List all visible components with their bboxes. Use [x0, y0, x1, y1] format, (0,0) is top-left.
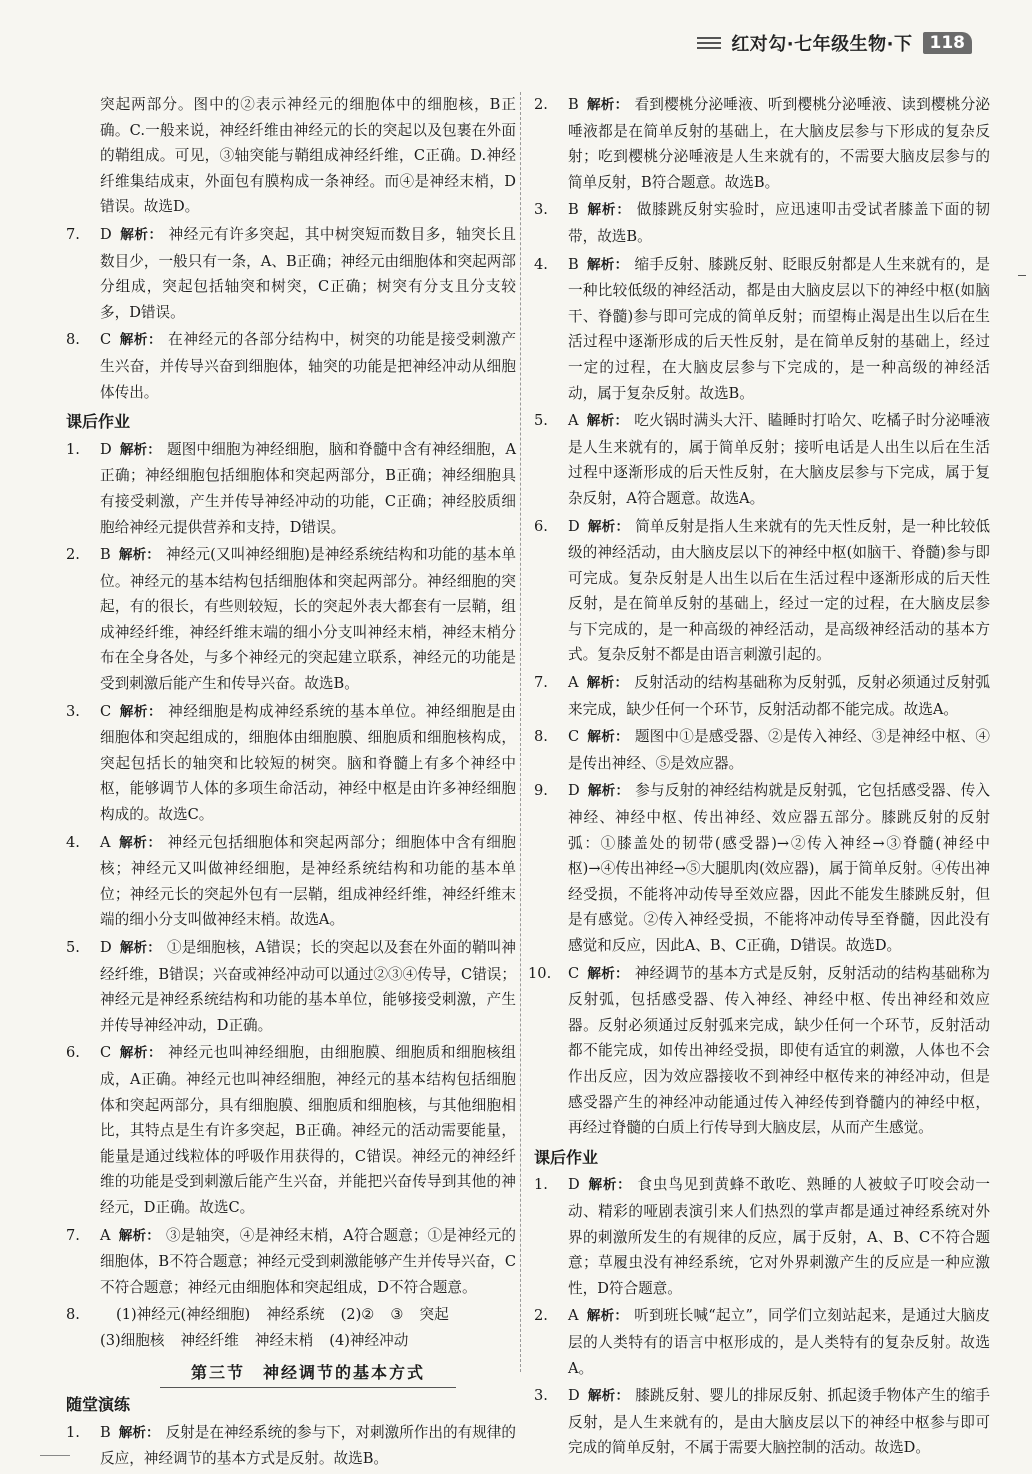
answer-list	[60, 437, 516, 1301]
answer-choice: B	[568, 201, 579, 219]
analysis-label: 解析：	[587, 965, 629, 982]
item-number: 5.	[66, 939, 80, 956]
analysis-text: 反射活动的结构基础称为反射弧，反射必须通过反射弧来完成，缺少任何一个环节，反射活动都不能完成。故选A。	[568, 674, 990, 718]
answer-choice: B	[568, 96, 579, 113]
item-number: 5.	[534, 412, 548, 430]
answer-item	[60, 327, 516, 405]
answer-item	[528, 670, 990, 722]
answer-choice: D	[100, 440, 112, 458]
answer-choice: C	[100, 331, 112, 349]
item-number: 8.	[66, 1306, 80, 1324]
answer-item	[60, 542, 516, 697]
analysis-text: 反射是在神经系统的参与下，对刺激所作出的有规律的反应，神经调节的基本方式是反射。故选B。	[100, 1423, 517, 1468]
answer-choice: A	[568, 412, 579, 430]
answer-choice: A	[100, 833, 111, 851]
item-number: 2.	[534, 1307, 548, 1325]
analysis-text: 缩手反射、膝跳反射、眨眼反射都是人生来就有的，是一种比较低级的神经活动，都是由大脑皮层以下的神经中枢(如脑干、脊髓)参与即可完成的简单反射；而望梅止渴是出生以后在生活过程中逐渐形成的后天性反射，是在简单反射的基础上，经过一定的过程，在大脑皮层参与下完成的，是一种高级的神经活动，属于复杂反射。故选B。	[568, 255, 990, 402]
answer-body	[568, 1383, 990, 1461]
analysis-text: 吃火锅时满头大汗、瞌睡时打哈欠、吃橘子时分泌唾液是人生来就有的，属于简单反射；接听电话是人出生以后在生活过程中逐渐形成的后天性反射，在大脑皮层参与下完成，属于复杂反射，A符合题意。故选A。	[568, 412, 990, 507]
answer-item	[528, 1383, 990, 1461]
analysis-label: 解析：	[118, 547, 161, 564]
answer-body	[100, 542, 516, 697]
analysis-text: 神经元有许多突起，其中树突短而数目多，轴突长且数目少，一般只有一条，A、B正确；神经元由细胞体和突起两部分组成，突起包括轴突和树突，C正确；树突有分支且分支较多，D错误。	[100, 225, 516, 321]
fill-in-answer	[66, 1302, 516, 1353]
item-number: 6.	[66, 1044, 80, 1062]
answer-item	[60, 437, 516, 540]
item-number: 8.	[534, 728, 548, 746]
analysis-label: 解析：	[587, 518, 630, 535]
analysis-text: 食虫鸟见到黄蜂不敢吃、熟睡的人被蚊子叮咬会动一动、精彩的哑剧表演引来人们热烈的掌声都是通过神经系统对外界的刺激所发生的有规律的反应，属于反射，A、B、C不符合题意；草履虫没有神经系统，它对外界刺激产生的反应是一种应激性，D符合题意。	[568, 1176, 990, 1297]
analysis-label: 解析：	[586, 675, 629, 692]
analysis-label: 解析：	[119, 226, 163, 243]
item-number: 1.	[66, 1423, 80, 1441]
answer-choice: C	[568, 728, 580, 746]
analysis-text: 神经细胞是构成神经系统的基本单位。神经细胞是由细胞体和突起组成的，细胞体由细胞膜、细胞质和细胞核构成，突起包括长的轴突和比较短的树突。脑和脊髓上有多个神经中枢，能够调节人体的多项生命活动，神经中枢是由许多神经细胞构成的。故选C。	[100, 702, 516, 824]
answer-body	[568, 92, 990, 195]
item-number: 10.	[528, 964, 552, 982]
section-heading: 课后作业	[534, 1147, 599, 1167]
answer-choice: D	[568, 1176, 580, 1194]
item-number: 7.	[66, 1226, 80, 1244]
answer-body	[568, 252, 990, 407]
answer-choice: B	[100, 1423, 111, 1441]
analysis-text: 看到樱桃分泌唾液、听到樱桃分泌唾液、读到樱桃分泌唾液都是在简单反射的基础上，在大脑皮层参与下形成的复杂反射；吃到樱桃分泌唾液是人生来就有的，不需要大脑皮层参与的简单反射，B符合题意。故选B。	[568, 96, 990, 191]
item-number: 3.	[534, 1387, 548, 1405]
analysis-label: 解析：	[586, 202, 631, 219]
answer-list	[60, 222, 516, 405]
item-number: 9.	[534, 782, 548, 800]
answer-item	[60, 935, 516, 1038]
answer-choice: A	[568, 1307, 579, 1325]
analysis-text: 神经元(又叫神经细胞)是神经系统结构和功能的基本单位。神经元的基本结构包括细胞体和突起两部分。神经细胞的突起，有的很长，有些则较短，长的突起外表大都套有一层鞘，组成神经纤维，神经纤维末端的细小分支叫神经末梢，神经末梢分布在全身各处，与多个神经元的突起建立联系，神经元的功能是受到刺激后能产生和传导兴奋。故选B。	[100, 546, 517, 693]
page-header	[697, 30, 972, 56]
analysis-text: 在神经元的各部分结构中，树突的功能是接受刺激产生兴奋，并传导兴奋到细胞体，轴突的功能是把神经冲动从细胞体传出。	[100, 331, 516, 401]
analysis-label: 解析：	[586, 413, 629, 430]
item-number: 2.	[534, 96, 548, 113]
answer-body	[568, 778, 990, 958]
fill-answer: 神经末梢	[254, 1331, 314, 1349]
analysis-label: 解析：	[119, 940, 161, 956]
analysis-label: 解析：	[586, 1308, 629, 1325]
item-number: 3.	[534, 201, 548, 219]
analysis-label: 解析：	[118, 1424, 160, 1441]
analysis-text: ①是细胞核，A错误；长的突起以及套在外面的鞘叫神经纤维，B错误；兴奋或神经冲动可以通过②③④传导，C错误；神经元是神经系统结构和功能的基本单位，能够接受刺激，产生并传导神经冲动，D正确。	[100, 939, 517, 1034]
answer-item	[528, 514, 990, 669]
answer-item	[528, 197, 990, 249]
fill-answer: 神经纤维	[180, 1331, 239, 1349]
analysis-text: 参与反射的神经结构就是反射弧，它包括感受器、传入神经、神经中枢、传出神经、效应器五部分。膝跳反射的反射弧：①膝盖处的韧带(感受器)→②传入神经→③脊髓(神经中枢)→④传出神经→⑤大腿肌肉(效应器)，属于简单反射。④传出神经受损，不能将冲动传导至效应器，因此不能发生膝跳反射，但是有感觉。②传入神经受损，不能将冲动传导至脊髓，因此没有感觉和反应，因此A、B、C正确，D错误。故选D。	[568, 782, 990, 954]
analysis-text: 题图中①是感受器、②是传入神经、③是神经中枢、④是传出神经、⑤是效应器。	[568, 728, 990, 772]
answer-item	[528, 724, 990, 776]
analysis-text: 题图中细胞为神经细胞，脑和脊髓中含有神经细胞，A正确；神经细胞包括细胞体和突起两部分，B正确；神经细胞具有接受刺激，产生并传导神经冲动的功能，C正确；神经胶质细胞给神经元提供营养和支持，D错误。	[100, 440, 517, 536]
analysis-text: 简单反射是指人生来就有的先天性反射，是一种比较低级的神经活动，由大脑皮层以下的神经中枢(如脑干、脊髓)参与即可完成。复杂反射是人出生以后在生活过程中逐渐形成的后天性反射，是在简单反射的基础上，经过一定的过程，在大脑皮层参与下完成的，是一种高级的神经活动，是高级神经活动的基本方式。复杂反射不都是由语言刺激引起的。	[568, 517, 990, 664]
analysis-label: 解析：	[587, 783, 630, 800]
answer-item	[60, 699, 516, 828]
answer-choice: C	[100, 1044, 112, 1062]
answer-choice: D	[568, 517, 580, 535]
item-number: 7.	[66, 225, 80, 243]
answer-choice: B	[100, 546, 111, 564]
answer-item	[528, 961, 990, 1141]
fill-answer: 突起	[419, 1306, 449, 1324]
analysis-text: 膝跳反射、婴儿的排尿反射、抓起烫手物体产生的缩手反射，是人生来就有的，是由大脑皮层以下的神经中枢参与即可完成的简单反射，不属于需要大脑控制的活动。故选D。	[568, 1387, 990, 1457]
fill-answer: ③	[390, 1306, 404, 1324]
answer-item	[528, 252, 990, 407]
answer-item	[528, 92, 990, 195]
analysis-label: 解析：	[587, 729, 629, 746]
answer-item	[528, 1172, 990, 1301]
section-heading: 随堂演练	[66, 1395, 131, 1415]
answer-item	[60, 1040, 516, 1220]
fill-answer: (2)②	[340, 1306, 375, 1324]
fill-answer: (4)神经冲动	[329, 1331, 409, 1349]
page-number: 118	[923, 32, 973, 54]
answer-choice: D	[568, 782, 580, 800]
answer-body	[100, 327, 516, 405]
answer-item	[60, 222, 516, 325]
analysis-text: 神经元包括细胞体和突起两部分；细胞体中含有细胞核；神经元又叫做神经细胞，是神经系统结构和功能的基本单位；神经元长的突起外包有一层鞘，组成神经纤维，神经纤维末端的细小分支叫做神经末梢。故选A。	[100, 833, 516, 929]
item-number: 1.	[534, 1176, 548, 1194]
analysis-text: 做膝跳反射实验时，应迅速叩击受试者膝盖下面的韧带，故选B。	[568, 201, 990, 245]
answer-list	[528, 92, 990, 1141]
answer-body	[568, 197, 990, 249]
item-number: 8.	[66, 331, 80, 349]
answer-body	[568, 670, 990, 722]
answer-body	[100, 1420, 516, 1472]
right-column	[528, 92, 990, 1463]
answer-choice: A	[100, 1226, 111, 1244]
analysis-label: 解析：	[587, 1388, 630, 1405]
answer-body	[100, 699, 516, 828]
intro-paragraph: 突起两部分。图中的②表示神经元的细胞体中的细胞核，B正确。C.一般来说，神经纤维由神经元的长的突起以及包裹在外面的鞘组成。可见，③轴突能与鞘组成神经纤维，C正确。D.神经纤维集结成束，外面包有膜构成一条神经。而④是神经末梢，D错误。故选D。	[100, 96, 516, 216]
column-divider	[520, 92, 521, 1372]
item-number: 2.	[66, 546, 80, 564]
answer-choice: C	[568, 964, 580, 982]
analysis-label: 解析：	[119, 703, 163, 720]
answer-item	[528, 408, 990, 511]
answer-item	[60, 1420, 516, 1472]
chapter-title: 第三节 神经调节的基本方式	[160, 1360, 456, 1389]
answer-item	[528, 778, 990, 958]
header-lines-decoration	[697, 37, 721, 49]
answer-list	[60, 1420, 516, 1472]
answer-body	[568, 1303, 990, 1381]
answer-choice: D	[100, 225, 112, 243]
answer-list	[528, 1172, 990, 1461]
analysis-text: 听到班长喊“起立”，同学们立刻站起来，是通过大脑皮层的人类特有的语言中枢形成的，是人类特有的复杂反射。故选A。	[568, 1307, 990, 1377]
analysis-label: 解析：	[586, 256, 629, 273]
analysis-label: 解析：	[118, 1227, 160, 1244]
analysis-label: 解析：	[587, 1177, 632, 1194]
item-number: 4.	[534, 255, 548, 273]
answer-body	[568, 514, 990, 669]
answer-item	[528, 1303, 990, 1381]
answer-body	[568, 724, 990, 776]
analysis-label: 解析：	[586, 97, 629, 113]
analysis-text: 神经调节的基本方式是反射，反射活动的结构基础称为反射弧，包括感受器、传入神经、神经中枢、传出神经和效应器。反射必须通过反射弧来完成，缺少任何一个环节，反射活动都不能完成，如传出神经受损，即使有适宜的刺激，人体也不会作出反应，因为效应器接收不到神经中枢传来的神经冲动，但是感受器产生的神经冲动能通过传入神经传到脊髓内的神经中枢，再经过脊髓的白质上行传导到大脑皮层，从而产生感觉。	[568, 964, 990, 1137]
answer-body	[568, 408, 990, 511]
item-number: 7.	[534, 674, 548, 692]
answer-item	[60, 1223, 516, 1301]
margin-tick	[1018, 275, 1026, 276]
item-number: 4.	[66, 833, 80, 851]
answer-body	[100, 222, 516, 325]
answer-choice: D	[100, 939, 112, 956]
answer-body	[568, 1172, 990, 1301]
fill-answer: (1)神经元(神经细胞)	[116, 1306, 251, 1324]
answer-body	[100, 1223, 516, 1301]
analysis-label: 解析：	[118, 834, 162, 851]
answer-item	[60, 830, 516, 933]
left-column	[60, 92, 516, 1474]
analysis-text: ③是轴突，④是神经末梢，A符合题意；①是神经元的细胞体，B不符合题意；神经元受到刺激能够产生并传导兴奋，C不符合题意；神经元由细胞体和突起组成，D不符合题意。	[100, 1226, 517, 1296]
answer-choice: D	[568, 1387, 580, 1405]
fill-answer: 神经系统	[266, 1306, 325, 1324]
book-title: 红对勾·七年级生物·下	[731, 34, 913, 55]
analysis-label: 解析：	[119, 332, 163, 349]
analysis-text: 神经元也叫神经细胞，由细胞膜、细胞质和细胞核组成，A正确。神经元也叫神经细胞，神经元的基本结构包括细胞体和突起两部分，具有细胞膜、细胞质和细胞核，与其他细胞相比，其特点是生有许多突起，B正确。神经元的活动需要能量，能量是通过线粒体的呼吸作用获得的，C错误。神经元的神经纤维的功能是受到刺激后能产生兴奋，并能把兴奋传导到其他的神经元，D正确。故选C。	[100, 1044, 516, 1216]
answer-choice: B	[568, 255, 579, 273]
item-number: 3.	[66, 702, 80, 720]
footer-mark	[40, 1455, 70, 1456]
answer-body	[100, 830, 516, 933]
item-number: 1.	[66, 440, 80, 458]
answer-body	[568, 961, 990, 1141]
analysis-label: 解析：	[119, 441, 161, 458]
analysis-label: 解析：	[119, 1045, 163, 1062]
answer-choice: C	[100, 702, 112, 720]
fill-answer: (3)细胞核	[100, 1331, 165, 1349]
item-number: 6.	[534, 517, 548, 535]
section-heading: 课后作业	[66, 412, 131, 432]
answer-body	[100, 1040, 516, 1220]
answer-body	[100, 935, 516, 1038]
answer-body	[100, 437, 516, 540]
answer-choice: A	[568, 674, 579, 692]
